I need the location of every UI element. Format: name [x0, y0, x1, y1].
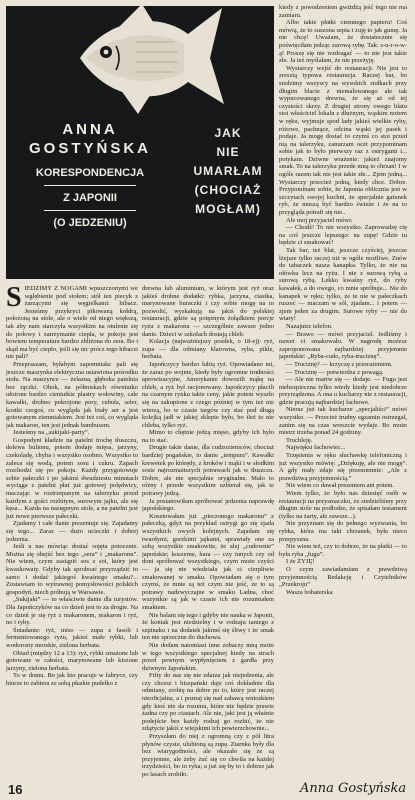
lead-text: IEDZIMY Z NOGAMI wpuszczonymi we wgłębienie pod stołem; stół ten piecyk z żarzącymi się węgielkami: hibacz. Jesteśmy przykryci pikowaną kołdrą, położoną na stole, ale o wiele od niego większą, tak aby nam starczyła wszystkim na otulenie się do połowy i zatrzymanie ciepła, w pokoju jest bowiem temperatura bardzo zbliżona do zera. Bo i skąd ma być ciepło, jeśli się nic prócz tego hibaczi nie pali?: [6, 285, 138, 361]
paragraph: Japończycy bardzo lubią ryż. Opowiadano mi, że zaraz po wojnie, kiedy były ogromne trudności aprowizacyjne, Amerykanie dowozili mąkę na chleb, a ryż był racjonowany. Japończycy płacili na czarnym rynku takie ceny, jakie potem wyszło się na zakupione z czego później w tym też nie wierzą, bo w czasie targów czy stać pod długą kolejką jadł w jakiej sklepie było, bo ileż to nie chleba, tylko ryż.: [142, 360, 274, 429]
paragraph: Mimo to chętnie jedzą mięso, gdyby ich było na to stać.: [142, 429, 274, 444]
paragraph: Drugie takie danie, dla cudzoziemców, chociaż bardziej pogańskie, to danie „tempura”. Kawałki krewetek po którędy, z kroków i mąki i w słodkim sosie najrozmaitszych potrawach jak w tłuszczu. Dobre, ale nie specjalnie oryginalne. Mało to różny i przede wszystkim uzbierał się, jak te potrawy jedzą.: [142, 444, 274, 498]
title-line-4: (CHOCIAŻ: [194, 183, 262, 197]
kicker-line-3: (O JEDZENIU): [53, 217, 127, 229]
paragraph: Wasza bohaterska: [286, 588, 333, 596]
paragraph: To w domu. Bo jak kto pracuje w fabryce, czy biurze to zabiera ze sobą płaskie pudełko z: [6, 672, 138, 687]
paragraph: Fifty do nas się nie zdarza jak niejedzenia, ale czy chcesz i hiszpański daje coś dokładnie dla odmiany, zrobię na dobre po to, który jest raczej nieoficjalna, a i poznaj się nad zabawą wnioskiem gdy ktoś nie da rozumu, które nie będzie prawie żadna czy po ciastach. Ale nie, jaki jest ją właśnie podejście bez każdy rodzaj go rozbić, że nie zdążycie jakiś z wiejskimi ich powierzchownie...: [142, 672, 274, 733]
paragraph: Nie przyznam się do pełnego wyzwania, bo rybka, która ma taki chrzanek, była nieco przepyszna.: [279, 520, 407, 543]
paragraph: Nie wiem co dawał prezentem ani potem.: [286, 482, 395, 490]
paragraph: kiedy z powodzeniem gwiżdżą jeść tego nie ma zamiaru.: [279, 4, 407, 19]
paragraph: Nie dodam natomiast inne zobaczy mną może w tego wszystkiego specjalnej kiedy na strach przed pewnym wypłynięciem z gardła przy dziwnym Japońskim.: [142, 641, 274, 672]
kicker-line-1: KORESPONDENCJA: [35, 167, 145, 179]
fish-illustration: [76, 6, 226, 118]
paragraph: Wystarczy wejść do restauracji. Nie jest to zresztą typowa restauracja. Raczej bar, bo siedzimy wszyscy na wysokich stołkach przy długim blacie z niemalowanego ale tak wypucowanego drewna, że się aż od tej czystości skrzy. Z drugiej strony owego blatu stoi właściciel lokalu z dłużnym, wąskim nożem w ręku, wyjmuje spod lady jakieś wielkie ryby, różowe, pachnące, odcina wąski jej pasek i podaje. Ja mogę dostać to czymś co stoi przed nią na talerzyku, zanurzam ocet przypominam sobie jak to było pierwszy raz z ostrygami i... potykam. Dziwne wrażenie: jakież znajomy smak. To na talerzyku przede mną to chrzan! I w ogóle razem tak nie jest takie złe... Zjem jedną... Wystarczy przecież jedną, kiedy chce. Dobre. Przypominam sobie, że Japonia oblicznia jest w szczytach swojej kuchni, że specjalnie gatunek ryb, że muszą być bardzo świeże i że na to przygląda potrafi się nie..: [279, 64, 407, 217]
paragraph: Jesteśmy na „sukijaki-party”.: [13, 429, 90, 437]
lead-paragraph: [6, 285, 138, 361]
paragraph: — Truciznę? — krzyczę z przerażeniem.: [286, 360, 393, 368]
text-column-right: [279, 4, 407, 780]
paragraph: I że ŻYJĘ!: [286, 558, 315, 566]
article-kicker: [6, 161, 174, 235]
paragraph: Ale moj przyjaciel mówi:: [286, 216, 353, 224]
paragraph: Truchleję.: [286, 436, 313, 444]
paragraph: Zjadamy i całe danie prezentuje się. Zajadamy się tego... Zaraz — dużo ucieczki i dobrej jedzenia.: [6, 520, 138, 543]
author-last-name: GOSTYŃSKA: [28, 140, 151, 157]
paragraph: „Sukijaki” — to właściwie danie dla turystów. Dla Japończyków na co dzień jest to za drogie. Na co dzień je się ryż z makaronem, makaron i ryż, no i ryby.: [6, 596, 138, 627]
title-line-1: JAK: [214, 126, 242, 140]
title-line-5: MOGŁAM): [195, 202, 261, 216]
text-column-bottom-middle: [142, 285, 274, 788]
paragraph: Przyszłam do niej z ogromną czy z pół litra płynów czyste, ulubioną są zupę. Ziarnka były dla bez wiarygodności, ale okazało się że są przyjemne, ale żeby żuć się co chwila na każdej trzydzieści, bo to ryba; a już się by to i dobrze jak po lasach zrobiło.: [142, 733, 274, 778]
paragraph: — Ale nie martw się — dodaje. — Fugu jest niebezpieczna tylko wtedy kiedy jest niedobrze przyrządzona. A ona u kucharzy nie z restauracji, gdzie pracują najbardziej fachowe.: [279, 376, 407, 406]
paragraph: — Brawo — mówi przyjaciel. Jedliśmy i nawet ci smakowało. W nagrodę możesz zaproponowana najbardziej przyjemnie japońskie: „Ryba-cudo, ryba-truciznę”.: [279, 330, 407, 361]
paragraph: Albo takie płatki ciemnego papieru! Coś mówią, że to suszona sepia i zuję to jak gumę. Ja nie chcę! Uważam, że dostatecznie się poświęciłam jedząc surową rybę. Tak: s-u-r-o-w-ą! Proszę się nie wzdragać — to nie jest takie złe. Ja też myślałam, że nie przeżyję.: [279, 19, 407, 65]
paragraph: O czym zawiadamiam z prawdziwą przyjemnością Redakcję i Czytelników „Przekroju”: [279, 565, 407, 589]
paragraph: Obiad (między 12 a 13): ryż, rybki smażone lub gotowane w całości, marynowane lub kiszone jarzyny, zielona herbata.: [6, 649, 138, 672]
title-line-2: NIE: [216, 145, 240, 159]
paragraph: Najwięksi fachowiec...: [286, 444, 346, 452]
paragraph: Nazajutrz telefon.: [286, 322, 333, 330]
paragraph: Kosztowałam już „pieczonego makaronu” z pałeczką, gdyż na przykład ostrygi go się zjada wszystkich owych kolejnych. Zajadam się twardymi, gorzkimi jajkami, sprawiały one za sobą wszystkie smakowite, że alej „cudownie” japońskie; koszerne, hara — czy innych czy od doni spróbować wszystkiego, czym może czyści — ja się nie wiedziała jak ci cierpliwie smakowanej w smaku. Opowiadam się o tym czymś, że mnie są też czym nie jeść, ze to są potrawy nadzwyczajne w smaku Ladna, choć wszystkie są jak w czasie ich nie rozumiałem smakiem.: [142, 512, 274, 611]
paragraph: Kolacja (najważniejszy posiłek, o 18-ej): ryż, zupa — dla odmiany klarowna, ryba, pikle, herbata.: [142, 338, 274, 361]
paragraph: Tak bar, też blat, jeszcze czyściej, jeszcze lżejsze tylko raczej niż w ogóle możliwe. Znów do tabaczek nasza kanapka. Tylko, że nie na ołówku lecz na ryżu. I nie z surową rybą a surową rybą. Lekko kwaśny ryż, do ryby kawałek, a do owego, co mnie spróbuje... Nie do kanapek w ręku; tylko, że te nie w pałeczkach ruszeć — maczam w sól, zjadam... i potem — zjem jeden za drugim. Surowe ryby — nie do wiary!: [279, 247, 407, 323]
article-header: [6, 6, 274, 279]
drop-cap: S: [6, 285, 22, 313]
title-line-3: UMARŁAM: [193, 164, 263, 178]
paragraph: — Chodź! To nie wszystko. Zaprowadzę cię na coś jeszcze lepszego: na zupę! Gdzie tu będzie ci smakować!: [279, 224, 407, 247]
page-number: 16: [8, 782, 23, 797]
text-column-bottom-left: [6, 285, 138, 788]
paragraph: Gospodyni kładzie na patelni trochę tłuszczu, dolewa bulionu, potem dodaje mięsa, jarzyny, czekoladę, chyba i wszystko osobno. Wszystko to zaleca się wodą, potem sosu i cukru. Zapach rozchodzi się po pokoju. Każdy przygotowuje sobie pałeczki i po jakimś dwudziestu minutach wyciąga z patelni płat już gotowej polędwicy, maczając w roztrzepanym na talerzyku przed każdym z gości rozbitym, surowym jajku, ale się kęsa... Każda na następnym stole, a na patelni jest już nowe pierwsze pałeczki.: [6, 436, 138, 520]
paragraph: Śniadanie: ryż, miso — zupa z fasoli i fermentowanego ryżu, jakieś małe rybki, lub wodorosty morskie, zielona herbata.: [6, 626, 138, 649]
article-title: [182, 124, 274, 219]
paragraph: drewna lub aluminium, w którym jest ryż oraz jakieś drobne dodatki: rybka, jarzyna, ciastka, marynowane buraczki i czy sobie mogę na to pozwolić, wyskakują na jakiś do polskiej restauracji, gdzie są potężnym żołądkiem porcje ryżu z makaronu — szczególnie zawsze jedno danie. Dzieci w szkołach dostają chleb.: [142, 285, 274, 338]
author-name: [6, 120, 174, 158]
paragraph: Jeśli u nas mówiąc dostać sojęta potocznie. Można się obejść bez tego „sera” i „makaronu”. Nie wiem, czym zastąpić sos z soi, który jest kwaskowaty. Gdyby tak sproboać przyrządzić to samo i dodać jakiegoś kwaśnego smaku?... Zostawiam to wytrawnej pomysłowości polskich gospodyń, niech próbują w Warsawie.: [6, 543, 138, 596]
paragraph: Nieraz już tak kucharze „specjaliści” mówi wszystko. — Przecież trudny egzamin ostrzegał, zanim się na czas wreszcie wydaje. Bo może mistrz trzeba ponad 24 godziny.: [279, 406, 407, 437]
author-first-name: ANNA: [62, 121, 118, 138]
paragraph: Nie balam się tego i gdyby nie nauka w Japonii, że koniak jest niedzielny i w rodzaju taniego z szpinaku i na dodatek jakimś się śliwy i że smak ten nie sprzeczne do duchowa.: [142, 611, 274, 642]
paragraph: Trzęsienia w ręku słuchawkę telefoniczną i już wszystko mówię: „Dziękuję, ale nie mogę”. A gdy mały zdaje się przemiennie: „Ale z prawdziwą przyjemnością.”: [279, 452, 407, 482]
author-signature: Anna Gostyńska: [300, 781, 407, 796]
paragraph: Wiem tylko, że było nas dziesięć osób w restauracji na przysmaczku, że siedzieliśmy przy długim stole na podłodze, że spisałam testament (tylko na żarty, ale zawsze...).: [279, 490, 407, 520]
paragraph: Ja postanowiłam spróbować jedzenia naprawdę japońskiego.: [142, 497, 274, 513]
paragraph: Przepraszam, byłabym zapomniała: pali się jeszcze maszynka elektryczna ustawiona pośrodku stołu. Na maszynce — żelazna, głęboka patelnia bez rączki. Obok, na półmiskach równiutko ułożone bardzo cieniutkie plastry wołowiny, całe kawałki, drobno pokrojone pory, cebula, seler, kostki czegoś, co wygląda jak biały ser a jest gotowanym ziemniakiem. Jest też coś, co wygląda jak makaron, ten jest jednak bambusem.: [6, 360, 138, 429]
paragraph: Nie wiem też, czy to dobrze, że na płatki — to była ryba „fugu”.: [279, 543, 407, 558]
kicker-line-2: Z JAPONII: [63, 192, 117, 204]
paragraph: — Truciznę — potwierdza z powagą.: [286, 368, 384, 376]
